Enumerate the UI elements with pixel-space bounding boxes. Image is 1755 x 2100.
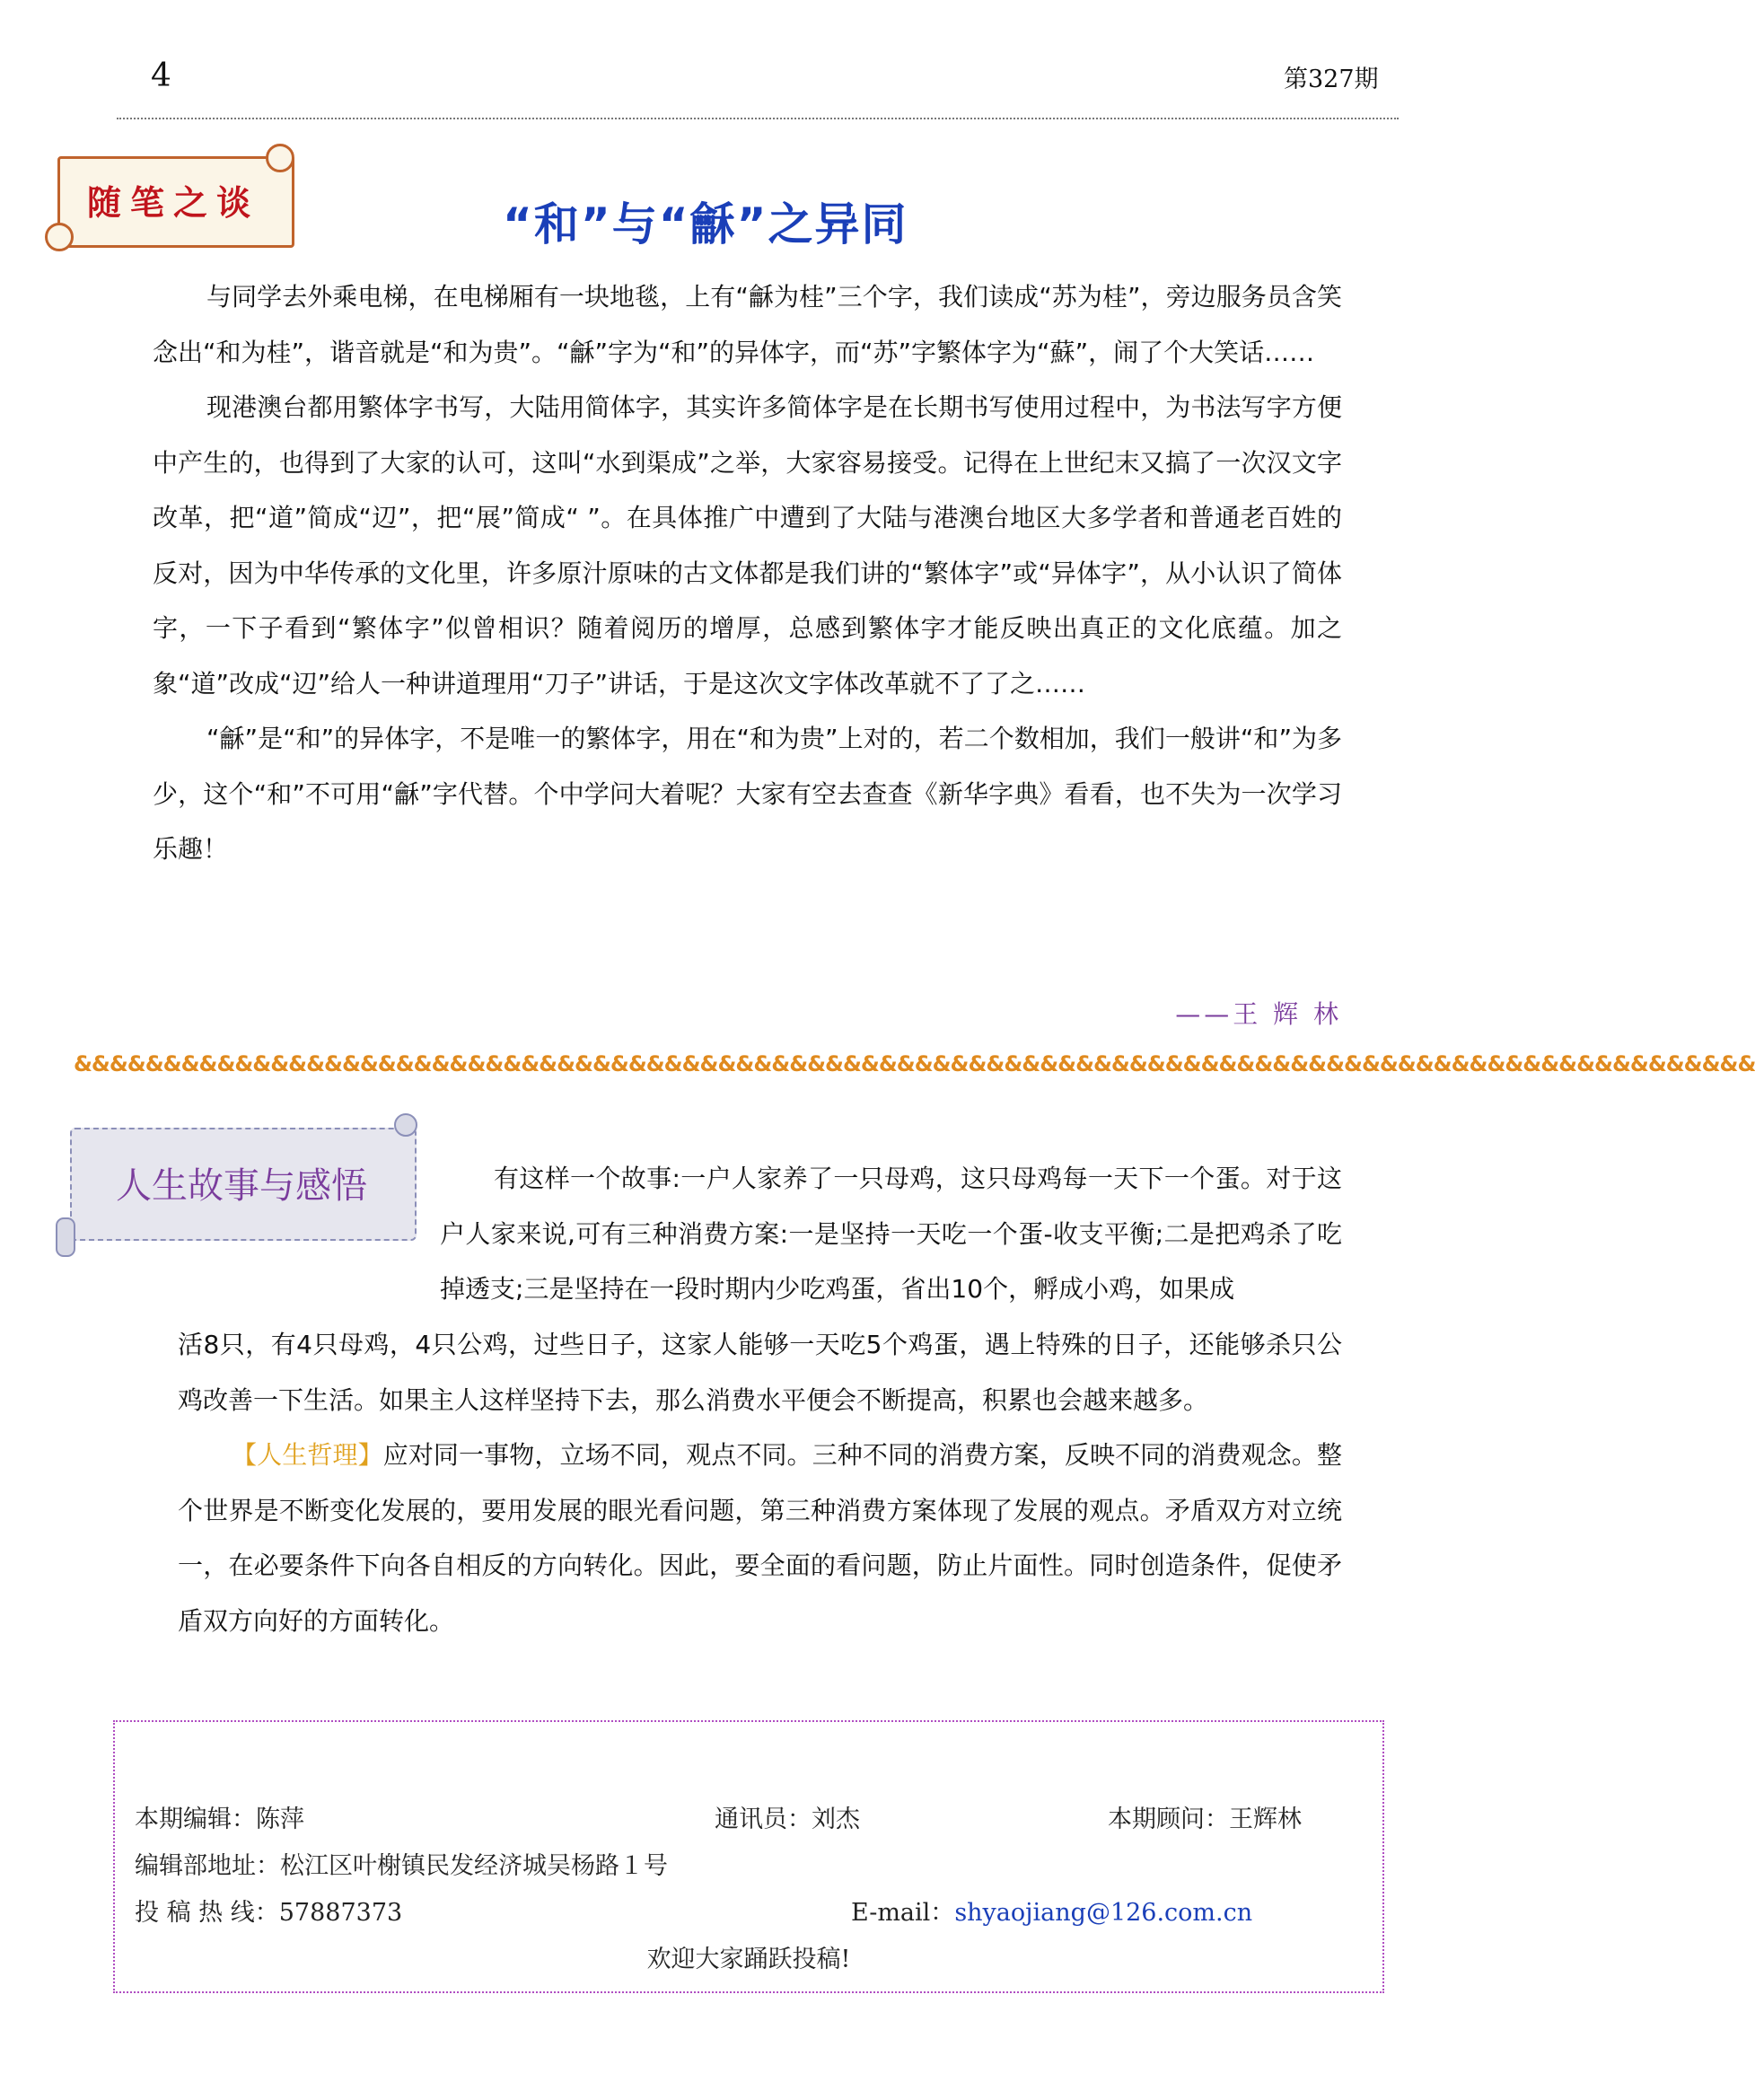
welcome-message: 欢迎大家踊跃投稿!	[646, 1946, 851, 1973]
ampersand-divider: &&&&&&&&&&&&&&&&&&&&&&&&&&&&&&&&&&&&&&&&&&&&&&&&&&&&&&&&&&&&&&&&&&&&&&&&&&&&&&&&&&&&&&&&&&&&&&	[74, 1051, 1755, 1076]
story-paragraph-cont: 活8只，有4只母鸡，4只公鸡，过些日子，这家人能够一天吃5个鸡蛋，遇上特殊的日子，还能够杀只公鸡改善一下生活。如果主人这样坚持下去，那么消费水平便会不断提高，积累也会越来越多。	[178, 1330, 1342, 1415]
paragraph: 与同学去外乘电梯，在电梯厢有一块地毯，上有“龢为桂”三个字，我们读成“苏为桂”，旁边服务员含笑念出“和为桂”，谐音就是“和为贵”。“龢”字为“和”的异体字，而“苏”字繁体字为“蘇”，闹了个大笑话……	[153, 282, 1342, 367]
philosophy-paragraph	[178, 1428, 1342, 1648]
paragraph: 现港澳台都用繁体字书写，大陆用简体字，其实许多简体字是在长期书写使用过程中，为书法写字方便中产生的，也得到了大家的认可，这叫“水到渠成”之举，大家容易接受。记得在上世纪末又搞了一次汉文字改革，把“道”简成“辺”，把“展”简成“ ”。在具体推广中遭到了大陆与港澳台地区大多学者和普通老百姓的反对，因为中华传承的文化里，许多原汁原味的古文体都是我们讲的“繁体字”或“异体字”，从小认识了简体字，一下子看到“繁体字”似曾相识？随着阅历的增厚，总感到繁体字才能反映出真正的文化底蕴。加之象“道”改成“辺”给人一种讲道理用“刀子”讲话，于是这次文字体改革就不了了之……	[153, 392, 1342, 699]
advisor-credit: 本期顾问：王辉林	[1108, 1806, 1302, 1833]
email-label: E-mail：	[851, 1899, 955, 1927]
article-author: ——王 辉 林	[1175, 999, 1342, 1029]
editor-credit: 本期编辑：陈萍	[135, 1806, 304, 1833]
banner-label: 随笔之谈	[86, 182, 259, 223]
email-line	[851, 1893, 1252, 1928]
paragraph: “龢”是“和”的异体字，不是唯一的繁体字，用在“和为贵”上对的，若二个数相加，我们一般讲“和”为多少，这个“和”不可用“龢”字代替。个中学问大着呢？大家有空去查查《新华字典》看看，也不失为一次学习乐趣！	[153, 724, 1342, 864]
philosophy-tag: 【人生哲理】	[232, 1440, 383, 1470]
story-paragraph: 有这样一个故事:一户人家养了一只母鸡，这只母鸡每一天下一个蛋。对于这户人家来说,可有三种消费方案:一是坚持一天吃一个蛋-收支平衡;二是把鸡杀了吃掉透支;三是坚持在一段时期内少吃鸡蛋，省出10个，孵成小鸡，如果成	[440, 1164, 1342, 1304]
article-title: “和”与“龢”之异同	[503, 198, 908, 250]
editorial-address: 编辑部地址：松江区叶榭镇民发经济城吴杨路１号	[135, 1852, 668, 1880]
banner-label: 人生故事与感悟	[116, 1164, 367, 1207]
article-body	[153, 269, 1342, 877]
section-banner-essay	[45, 144, 294, 251]
correspondent-credit: 通讯员：刘杰	[715, 1806, 860, 1833]
page-number: 4	[151, 57, 171, 94]
header-divider	[117, 118, 1399, 119]
section-banner-life	[54, 1113, 417, 1257]
philosophy-text: 应对同一事物，立场不同，观点不同。三种不同的消费方案，反映不同的消费观念。整个世界是不断变化发展的，要用发展的眼光看问题，第三种消费方案体现了发展的观点。矛盾双方对立统一，在必要条件下向各自相反的方向转化。因此，要全面的看问题，防止片面性。同时创造条件，促使矛盾双方向好的方面转化。	[178, 1440, 1342, 1636]
submission-hotline: 投 稿 热 线：57887373	[135, 1899, 403, 1927]
editorial-info-box	[113, 1720, 1384, 1993]
email-link[interactable]: shyaojiang@126.com.cn	[954, 1899, 1253, 1927]
issue-number: 第327期	[1284, 66, 1379, 93]
